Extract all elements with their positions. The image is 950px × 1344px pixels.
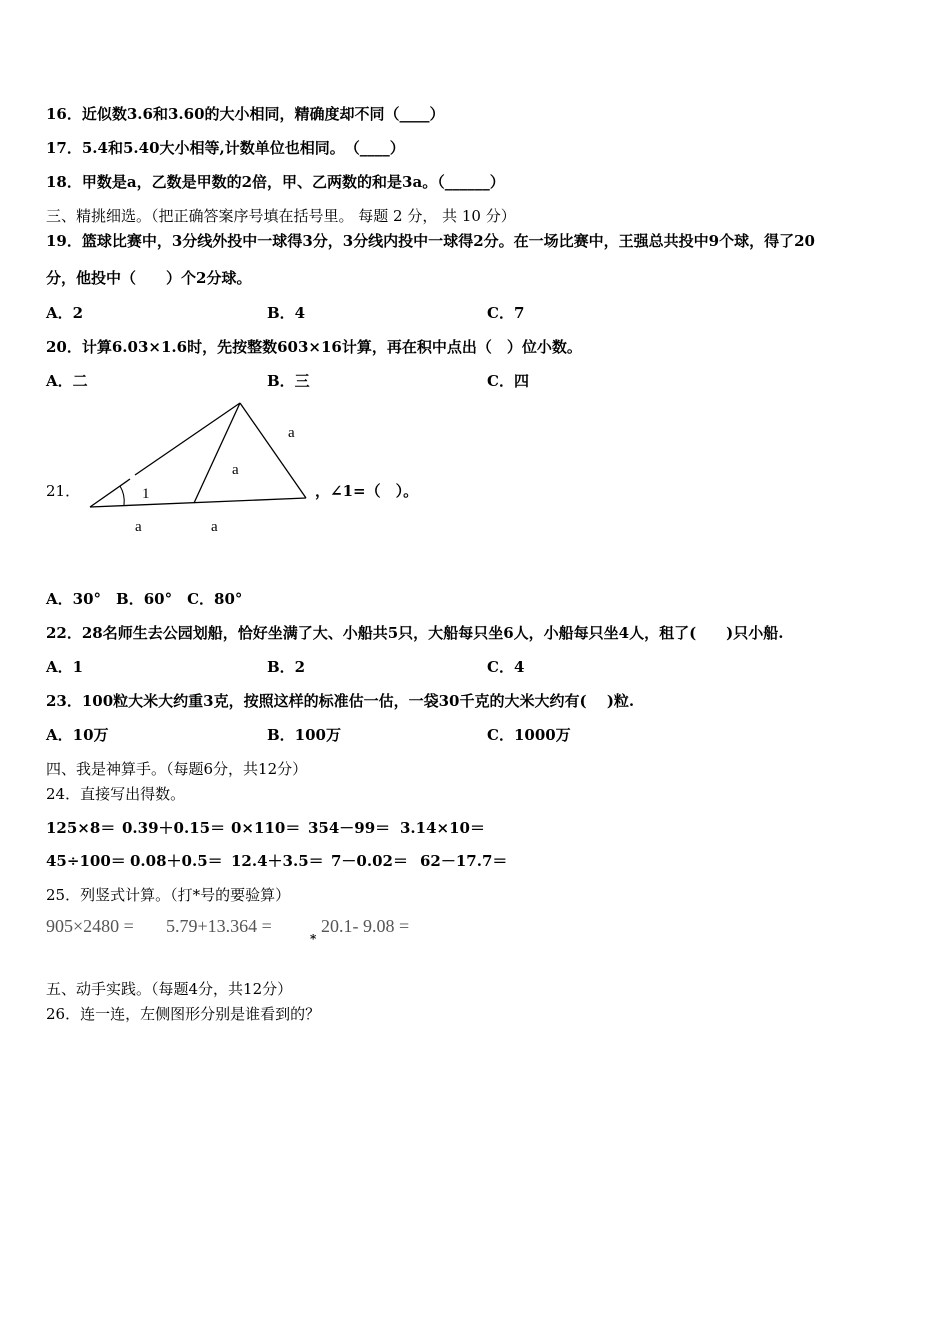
question-18: 18．甲数是a，乙数是甲数的2倍，甲、乙两数的和是3a。（______） bbox=[46, 173, 505, 191]
q23-option-a: A．10万 bbox=[46, 726, 109, 744]
calc-item: 0.08＋0.5＝ bbox=[130, 852, 223, 870]
section-3-heading: 三、精挑细选。（把正确答案序号填在括号里。 每题 2 分， 共 10 分） bbox=[46, 207, 516, 225]
vertical-calc-item: 905×2480 = bbox=[46, 916, 134, 936]
question-19-line1: 19．篮球比赛中，3分线外投中一球得3分，3分线内投中一球得2分。在一场比赛中，王强总共投中9个球，得了20 bbox=[46, 232, 815, 250]
calc-item: 354－99＝ bbox=[308, 819, 391, 837]
calc-item: 3.14×10＝ bbox=[400, 819, 485, 837]
q21-triangle-figure bbox=[80, 395, 320, 545]
question-16: 16．近似数3.6和3.60的大小相同，精确度却不同（____） bbox=[46, 105, 445, 123]
calc-item: 125×8＝ bbox=[46, 819, 116, 837]
verify-star-mark: * bbox=[310, 932, 317, 946]
side-label-inner: a bbox=[232, 462, 239, 478]
q22-option-a: A．1 bbox=[46, 658, 84, 676]
angle-1-label: 1 bbox=[142, 486, 150, 502]
question-17: 17．5.4和5.40大小相等,计数单位也相同。 （____） bbox=[46, 139, 405, 157]
question-22: 22．28名师生去公园划船，恰好坐满了大、小船共5只，大船每只坐6人，小船每只坐4人，租了( )只小船. bbox=[46, 624, 784, 642]
question-19-line2: 分，他投中（ ）个2分球。 bbox=[46, 269, 252, 287]
angle-1-arc bbox=[120, 486, 124, 505]
q20-option-a: A．二 bbox=[46, 372, 88, 390]
calc-item: 7－0.02＝ bbox=[331, 852, 408, 870]
triangle-base bbox=[90, 498, 306, 507]
calc-item: 0×110＝ bbox=[231, 819, 301, 837]
q22-option-c: C．4 bbox=[487, 658, 525, 676]
q21-options: A．30° B．60° C．80° bbox=[46, 590, 243, 608]
q19-option-a: A．2 bbox=[46, 304, 84, 322]
calc-item: 62－17.7＝ bbox=[420, 852, 508, 870]
vertical-calc-item: 20.1- 9.08 = bbox=[321, 916, 410, 936]
q19-option-c: C．7 bbox=[487, 304, 525, 322]
calc-item: 45÷100＝ bbox=[46, 852, 126, 870]
triangle-right-side bbox=[240, 403, 306, 498]
question-25: 25．列竖式计算。（打*号的要验算） bbox=[46, 886, 291, 904]
q22-option-b: B．2 bbox=[267, 658, 306, 676]
calc-item: 12.4＋3.5＝ bbox=[231, 852, 324, 870]
side-label-bottom-left: a bbox=[135, 519, 142, 535]
question-21-number: 21． bbox=[46, 482, 81, 500]
q23-option-b: B．100万 bbox=[267, 726, 341, 744]
side-label-bottom-right: a bbox=[211, 519, 218, 535]
question-23: 23．100粒大米大约重3克，按照这样的标准估一估，一袋30千克的大米大约有( )粒. bbox=[46, 692, 635, 710]
q23-option-c: C．1000万 bbox=[487, 726, 571, 744]
side-label-right: a bbox=[288, 425, 295, 441]
q19-option-b: B．4 bbox=[267, 304, 306, 322]
question-26: 26．连一连，左侧图形分别是谁看到的？ bbox=[46, 1005, 321, 1023]
section-5-heading: 五、动手实践。（每题4分，共12分） bbox=[46, 980, 293, 998]
question-20: 20．计算6.03×1.6时，先按整数603×16计算，再在积中点出（ ）位小数。 bbox=[46, 338, 582, 356]
vertical-calc-item: 5.79+13.364 = bbox=[166, 916, 272, 936]
question-24: 24．直接写出得数。 bbox=[46, 785, 186, 803]
q20-option-c: C．四 bbox=[487, 372, 529, 390]
q20-option-b: B．三 bbox=[267, 372, 310, 390]
triangle-left-side-upper bbox=[135, 403, 240, 475]
section-4-heading: 四、我是神算手。（每题6分，共12分） bbox=[46, 760, 308, 778]
calc-item: 0.39＋0.15＝ bbox=[122, 819, 226, 837]
question-21-tail: ，∠1=（ ）。 bbox=[315, 482, 419, 500]
